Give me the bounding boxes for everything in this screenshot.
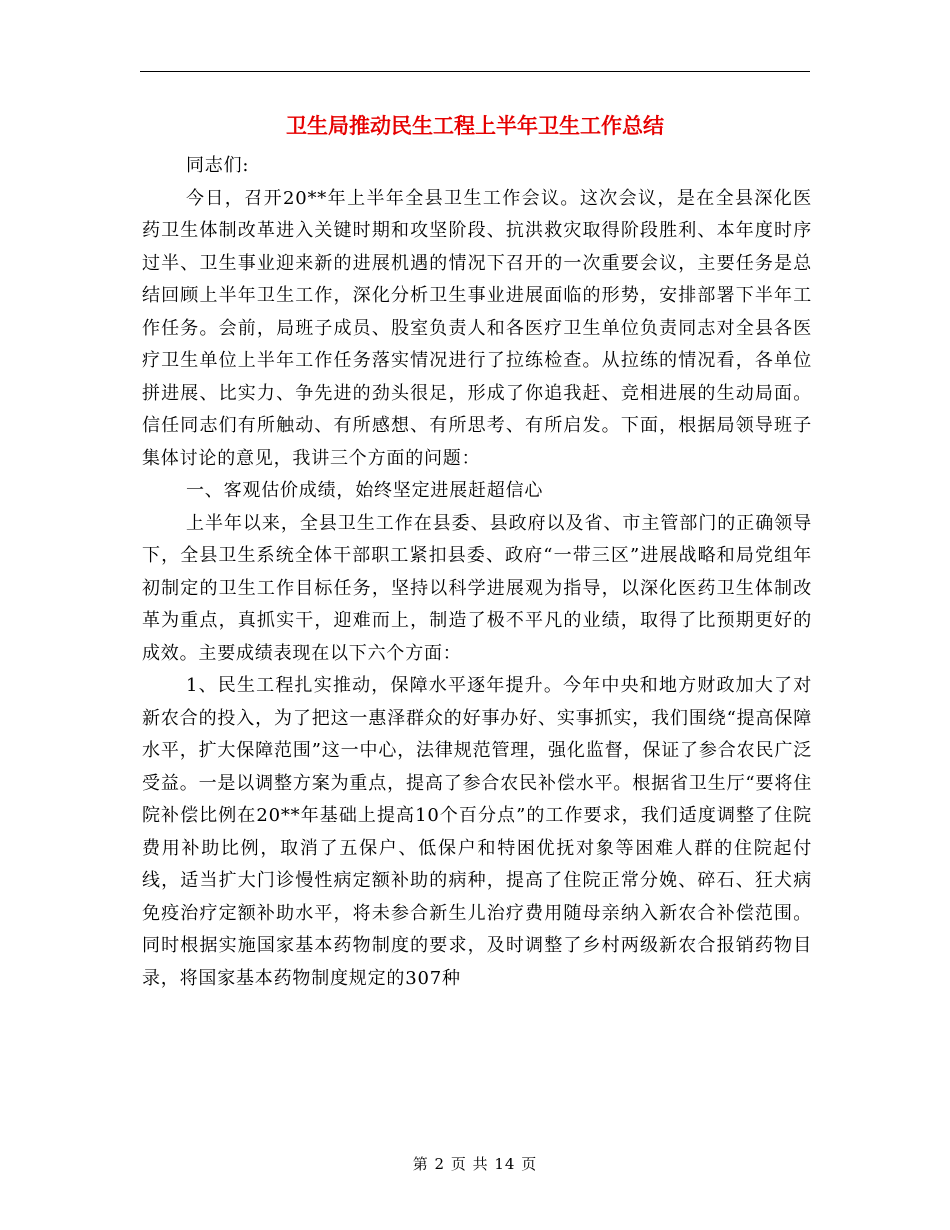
achievements-paragraph: 上半年以来，全县卫生工作在县委、县政府以及省、市主管部门的正确领导下，全县卫生系统全体干部职工紧扣县委、政府“一带三区”进展战略和局党组年初制定的卫生工作目标任务，坚持以科学进展观为指导，以深化医药卫生体制改革为重点，真抓实干，迎难而上，制造了极不平凡的业绩，取得了比预期更好的成效。主要成绩表现在以下六个方面： [142, 512, 812, 664]
section-heading-1: 一、客观估价成绩，始终坚定进展赶超信心 [186, 480, 544, 501]
page-number: 第 2 页 共 14 页 [412, 1155, 538, 1173]
item-1-paragraph: 1、民生工程扎实推动，保障水平逐年提升。今年中央和地方财政加大了对新农合的投入，为了把这一惠泽群众的好事办好、实事抓实，我们围绕“提高保障水平，扩大保障范围”这一中心，法律规范管理，强化监督，保证了参合农民广泛受益。一是以调整方案为重点，提高了参合农民补偿水平。根据省卫生厅“要将住院补偿比例在20**年基础上提高10个百分点”的工作要求，我们适度调整了住院费用补助比例，取消了五保户、低保户和特困优抚对象等困难人群的住院起付线，适当扩大门诊慢性病定额补助的病种，提高了住院正常分娩、碎石、狂犬病免疫治疗定额补助水平，将未参合新生儿治疗费用随母亲纳入新农合补偿范围。同时根据实施国家基本药物制度的要求，及时调整了乡村两级新农合报销药物目录，将国家基本药物制度规定的307种 [142, 675, 812, 989]
intro-paragraph: 今日，召开20**年上半年全县卫生工作会议。这次会议，是在全县深化医药卫生体制改革进入关键时期和攻坚阶段、抗洪救灾取得阶段胜利、本年度时序过半、卫生事业迎来新的进展机遇的情况下召开的一次重要会议，主要任务是总结回顾上半年卫生工作，深化分析卫生事业进展面临的形势，安排部署下半年工作任务。会前，局班子成员、股室负责人和各医疗卫生单位负责同志对全县各医疗卫生单位上半年工作任务落实情况进行了拉练检查。从拉练的情况看，各单位拼进展、比实力、争先进的劲头很足，形成了你追我赶、竞相进展的生动局面。信任同志们有所触动、有所感想、有所思考、有所启发。下面，根据局领导班子集体讨论的意见，我讲三个方面的问题： [142, 187, 812, 469]
header-rule [140, 71, 810, 72]
document-title: 卫生局推动民生工程上半年卫生工作总结 [286, 114, 664, 138]
salutation-paragraph: 同志们: [186, 155, 250, 176]
document-body [142, 150, 812, 995]
